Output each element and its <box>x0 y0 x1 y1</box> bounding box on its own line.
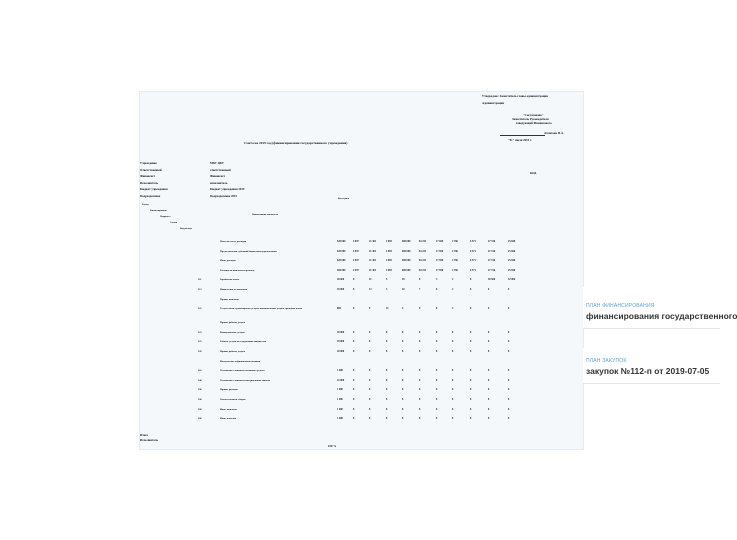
row-description: Иные выплаты <box>220 407 237 411</box>
row-value: 8 <box>436 350 438 353</box>
row-value: 8 <box>402 350 404 353</box>
row-value: 9 <box>419 307 421 311</box>
row-value: 18 000 <box>337 288 345 291</box>
row-value: 3 <box>386 288 388 291</box>
row-code: 221 <box>198 307 202 311</box>
row-value: 8 <box>419 350 421 353</box>
row-value: 1 000 <box>337 388 343 392</box>
row-description: Работы, услуги по содержанию имущества <box>220 340 267 344</box>
row-value: 8 <box>402 417 404 421</box>
row-value: 8 <box>470 369 472 373</box>
row-value: 600 000 <box>402 249 411 253</box>
row-description: Начисления на выплаты <box>220 288 248 291</box>
row-value: 8 <box>402 378 404 382</box>
row-code: 226 <box>198 350 202 353</box>
document-title: Смета на 2019 год (финансирования государственного учреждения) <box>244 141 348 145</box>
row-value: 8 <box>452 350 454 353</box>
row-value: 1 000 <box>337 407 343 411</box>
row-value: 8 <box>353 307 355 311</box>
row-value: 8 <box>488 330 490 334</box>
meta-right-code: КОД <box>530 171 537 175</box>
row-value: 8 <box>470 378 472 382</box>
row-value: 8 <box>488 417 490 421</box>
row-value: 47 156 <box>488 240 496 243</box>
row-value: 84 231 <box>419 249 427 253</box>
row-description: Коммунальные услуги <box>220 330 245 334</box>
row-value: 8 <box>369 369 371 373</box>
row-value: 600 000 <box>402 268 411 272</box>
row-value: 8 <box>369 340 371 344</box>
row-code: 340 <box>198 378 202 382</box>
row-value: 8 <box>452 407 454 411</box>
row-value: 8 <box>488 388 490 392</box>
row-value: 8 <box>402 388 404 392</box>
popup-1-divider <box>583 328 720 329</box>
row-value: 0 <box>488 307 490 311</box>
row-value: 8 <box>353 288 355 291</box>
row-value: 0 <box>488 288 490 291</box>
footer-label-1: Итого <box>140 433 149 437</box>
row-value: 4 837 <box>353 249 359 253</box>
row-value: 8 <box>353 417 355 421</box>
row-value: 8 <box>508 398 510 401</box>
meta-value: ответственный <box>210 167 231 172</box>
row-description: Прочие работы, услуги <box>220 350 245 353</box>
row-code: 225 <box>198 340 202 344</box>
row-value: 8 <box>353 398 355 401</box>
popup-purchase-plan[interactable] <box>583 348 720 384</box>
popup-2-divider <box>583 383 720 384</box>
row-value: 8 <box>386 417 388 421</box>
row-value: 8 <box>452 330 454 334</box>
row-value: 20 000 <box>337 340 345 344</box>
row-value: 8 <box>470 398 472 401</box>
row-value: 8 <box>369 388 371 392</box>
row-value: 2 350 <box>452 259 458 263</box>
row-value: 8 <box>488 340 490 344</box>
popup-1-caption: ПЛАН ФИНАНСИРОВАНИЯ <box>586 303 655 309</box>
row-value: 8 <box>470 278 472 282</box>
footer-label-2: Исполнитель <box>140 438 159 442</box>
row-value: 8 <box>452 398 454 401</box>
header-indicator: Наименование показателя <box>252 214 279 216</box>
row-description: Прочие работы, услуги <box>220 321 245 325</box>
meta-value: Подразделение 2019 <box>210 193 237 198</box>
footer-value: 100 % <box>328 444 337 448</box>
row-value: 25 840 <box>508 240 516 243</box>
row-value: 8 <box>353 388 355 392</box>
row-value: 13 <box>369 288 372 291</box>
row-description: Предоставление субсидий бюджетным учреждениям <box>220 249 277 253</box>
row-description: Уплата налогов, сборов <box>220 398 246 401</box>
row-value: 8 <box>508 350 510 353</box>
row-value: 8 <box>386 350 388 353</box>
meta-label: Ответственный <box>140 167 162 172</box>
row-value: 8 <box>386 369 388 373</box>
row-description: Расходы на выплаты персоналу <box>220 268 255 272</box>
row-value: 8 <box>386 340 388 344</box>
row-value: 4 837 <box>353 268 359 272</box>
row-value: 800 <box>337 307 341 311</box>
spreadsheet-document <box>140 92 583 449</box>
row-value: 2 350 <box>452 268 458 272</box>
row-value: 8 <box>419 407 421 411</box>
row-description: Итого по смете расходов <box>220 240 247 243</box>
row-value: 2 <box>452 288 454 291</box>
approval-line-5: заведующий Финансового <box>516 121 552 125</box>
row-value: 7 <box>419 288 421 291</box>
row-value: 8 <box>508 340 510 344</box>
row-value: 600 000 <box>402 259 411 263</box>
row-value: 8 <box>508 378 510 382</box>
row-value: 8 <box>419 278 421 282</box>
row-value: 8 <box>488 407 490 411</box>
row-value: 8 <box>436 417 438 421</box>
meta-value: МБУ ЦБУ <box>210 161 225 165</box>
approval-signer: Ахметова Н.А. <box>544 131 564 135</box>
meta-label: Бюджет учреждения <box>140 187 168 191</box>
row-value: 8 <box>386 407 388 411</box>
row-value: 600 000 <box>402 240 411 243</box>
row-value: 8 <box>386 398 388 401</box>
row-value: 20 000 <box>337 350 345 353</box>
row-value: 2 <box>452 307 454 311</box>
row-value: 4 837 <box>353 240 359 243</box>
row-value: 8 <box>353 378 355 382</box>
row-value: 8 <box>452 388 454 392</box>
signature-line <box>500 135 545 136</box>
row-value: 4 <box>402 307 404 311</box>
popup-2-title: закупок №112-п от 2019-07-05 <box>586 366 710 376</box>
header-code: Код строки <box>338 198 350 200</box>
row-value: 21 301 <box>369 249 377 253</box>
row-value: 8 <box>488 398 490 401</box>
row-value: 21 <box>369 278 372 282</box>
row-value: 8 <box>419 369 421 373</box>
approval-line-3: "Согласовано" <box>523 113 544 117</box>
approval-date: "01" июля 2019 г. <box>508 138 532 142</box>
row-value: 8 <box>436 388 438 392</box>
row-value: 6 571 <box>470 268 476 272</box>
row-value: 8 <box>470 417 472 421</box>
meta-value: исполнитель <box>210 180 228 185</box>
row-value: 8 <box>369 407 371 411</box>
row-value: 8 <box>353 330 355 334</box>
col-header-0: Расход <box>142 204 149 206</box>
row-value: 8 <box>488 350 490 353</box>
col-header-3: Статья <box>170 222 178 224</box>
row-code: 290 <box>198 398 202 401</box>
row-value: 8 <box>386 388 388 392</box>
row-value: 8 <box>402 340 404 344</box>
row-code: 213 <box>198 288 202 291</box>
row-value: 6 571 <box>470 249 476 253</box>
row-code: 310 <box>198 369 202 373</box>
row-value: 8 <box>436 288 438 291</box>
row-value: 2 350 <box>452 249 458 253</box>
row-description: Иные расходы <box>220 259 236 263</box>
row-value: 8 <box>402 407 404 411</box>
row-value: 8 <box>470 330 472 334</box>
row-value: 8 <box>402 398 404 401</box>
row-value: 8 <box>419 378 421 382</box>
row-value: 47 156 <box>488 249 496 253</box>
row-value: 8 <box>488 378 490 382</box>
row-value: 84 231 <box>419 268 427 272</box>
row-code: 290 <box>198 407 202 411</box>
row-description: Прочие выплаты <box>220 297 239 301</box>
row-value: 520 000 <box>337 240 346 243</box>
row-value: 8 <box>436 340 438 344</box>
row-value: 8 <box>369 417 371 421</box>
row-code: 211 <box>198 278 202 282</box>
row-value: 4 837 <box>353 259 359 263</box>
meta-label: Исполнитель <box>140 180 159 185</box>
row-value: 21 <box>386 307 389 311</box>
row-value: 8 <box>436 307 438 311</box>
row-value: 8 <box>470 388 472 392</box>
row-value: 8 <box>452 378 454 382</box>
row-value: 8 <box>452 369 454 373</box>
row-value: 8 <box>470 340 472 344</box>
row-value: 84 231 <box>419 259 427 263</box>
row-value: 4 893 <box>386 259 392 263</box>
row-value: 4 893 <box>386 268 392 272</box>
row-value: 5 <box>386 278 388 282</box>
row-value: 8 <box>470 288 472 291</box>
row-description: Увеличение стоимости основных средств <box>220 369 265 373</box>
meta-label: Подразделение <box>140 193 161 198</box>
row-value: 17 830 <box>436 259 444 263</box>
row-description: Увеличение стоимости материальных запасов <box>220 378 270 382</box>
row-value: 8 <box>402 369 404 373</box>
row-value: 84 231 <box>419 240 427 243</box>
row-value: 8 <box>508 417 510 421</box>
row-value: 8 <box>369 330 371 334</box>
row-value: 400 000 <box>337 268 346 272</box>
row-value: 3 <box>436 278 438 282</box>
row-description: Прочие расходы <box>220 388 238 392</box>
row-value: 620 000 <box>337 259 346 263</box>
row-value: 1 000 <box>337 398 343 401</box>
row-value: 8 <box>419 417 421 421</box>
row-code: 290 <box>198 388 202 392</box>
row-value: 47 156 <box>488 259 496 263</box>
meta-value: Финансист <box>210 174 226 178</box>
row-value: 10 <box>402 288 405 291</box>
row-value: 8 <box>508 369 510 373</box>
row-value: 8 <box>419 330 421 334</box>
row-description: Иные платежи <box>220 417 236 421</box>
row-value: 8 <box>508 407 510 411</box>
row-value: 8 <box>419 398 421 401</box>
col-header-1: Финансирование <box>150 210 168 212</box>
row-value: 20 000 <box>337 330 345 334</box>
row-value: 18 <box>402 278 405 282</box>
row-value: 8 <box>452 340 454 344</box>
row-value: 0 <box>508 288 510 291</box>
row-value: 8 <box>436 369 438 373</box>
row-value: 25 840 <box>508 268 516 272</box>
approval-line-1: Утверждаю: Заместитель главы администрации <box>482 94 548 98</box>
row-value: 8 <box>508 388 510 392</box>
row-value: 8 <box>419 340 421 344</box>
row-value: 8 <box>353 278 355 282</box>
row-value: 8 <box>508 330 510 334</box>
row-value: 8 <box>386 330 388 334</box>
row-description: Поступление нефинансовых активов <box>220 359 261 363</box>
row-value: 8 <box>353 369 355 373</box>
row-value: 4 893 <box>386 249 392 253</box>
row-value: 21 301 <box>369 268 377 272</box>
col-header-2: Подраздел <box>160 216 171 218</box>
row-value: 8 <box>470 407 472 411</box>
row-description: Услуги связи, транспортные услуги, коммунальные услуги, арендная плата <box>220 307 303 311</box>
meta-label: Финансист <box>140 174 156 178</box>
row-value: 8 <box>436 378 438 382</box>
row-value: 8 <box>452 417 454 421</box>
row-value: 8 <box>470 307 472 311</box>
row-value: 4 893 <box>386 240 392 243</box>
col-header-4: Вид расхода <box>180 228 192 230</box>
row-value: 8 <box>369 378 371 382</box>
row-value: 25 840 <box>508 259 516 263</box>
row-value: 28 000 <box>337 278 345 282</box>
row-value: 8 <box>470 350 472 353</box>
row-value: 8 <box>386 378 388 382</box>
meta-label: Учреждение <box>140 161 157 165</box>
meta-value: Бюджет учреждения 2019 <box>210 187 245 191</box>
row-value: 1 000 <box>337 369 343 373</box>
row-value: 17 830 <box>436 249 444 253</box>
row-code: 223 <box>198 330 202 334</box>
row-value: 8 <box>436 407 438 411</box>
approval-line-2: Администрации <box>482 101 505 105</box>
row-value: 17 830 <box>436 268 444 272</box>
row-value: 2 350 <box>452 240 458 243</box>
row-value: 8 <box>353 407 355 411</box>
approval-line-4: Заместитель Руководителя <box>512 117 549 121</box>
row-value: 21 301 <box>369 259 377 263</box>
row-value: 8 <box>369 398 371 401</box>
row-value: 6 571 <box>470 259 476 263</box>
popup-1-title: финансирования государственного <box>586 311 737 321</box>
row-value: 25 840 <box>508 249 516 253</box>
row-value: 8 <box>353 350 355 353</box>
row-code: 290 <box>198 417 202 421</box>
row-value: 1 000 <box>337 417 343 421</box>
row-value: 8 <box>488 369 490 373</box>
row-value: 38 500 <box>488 278 496 282</box>
row-value: 8 <box>353 340 355 344</box>
row-value: 8 <box>369 350 371 353</box>
row-description: Заработная плата <box>220 278 240 282</box>
row-value: 6 571 <box>470 240 476 243</box>
row-value: 17 830 <box>436 240 444 243</box>
row-value: 47 156 <box>488 268 496 272</box>
row-value: 2 <box>452 278 454 282</box>
popup-2-caption: ПЛАН ЗАКУПОК <box>586 358 627 364</box>
row-value: 21 301 <box>369 240 377 243</box>
row-value: 620 000 <box>337 249 346 253</box>
row-value: 0 <box>508 307 510 311</box>
row-value: 22 000 <box>337 378 345 382</box>
row-value: 32 000 <box>508 278 516 282</box>
row-value: 9 <box>369 307 371 311</box>
row-value: 8 <box>436 330 438 334</box>
row-value: 8 <box>419 388 421 392</box>
row-value: 8 <box>402 330 404 334</box>
row-value: 8 <box>436 398 438 401</box>
popup-financing-plan[interactable] <box>583 287 737 329</box>
